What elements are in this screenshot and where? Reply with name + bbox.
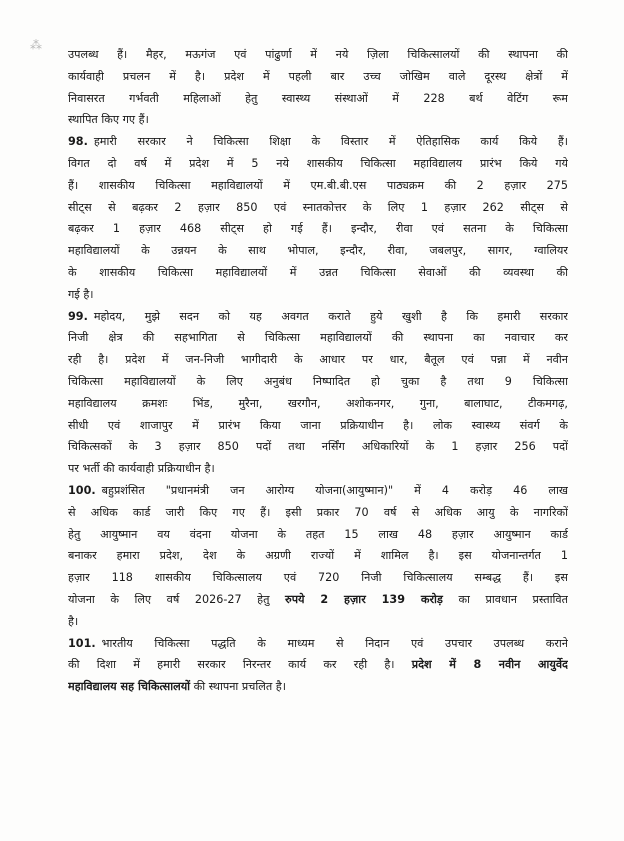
text-segment: कार्यवाही प्रचलन में है। प्रदेश में पहली बार उच्च जोखिम वाले दूरस्थ क्षेत्रों में [68, 69, 568, 83]
text-line [68, 197, 568, 219]
paragraph-number: 98. [68, 135, 88, 149]
text-segment: रही है। प्रदेश में जन-निजी भागीदारी के आधार पर धार, बैतूल एवं पन्ना में नवीन [68, 353, 568, 367]
text-line [68, 44, 568, 66]
paragraph-continued [68, 44, 568, 131]
paragraph-98 [68, 131, 568, 305]
text-segment: चिकित्सा महाविद्यालयों के लिए अनुबंध निष्पादित हो चुका है तथा 9 चिकित्सा [68, 374, 568, 388]
text-segment: निजी क्षेत्र की सहभागिता से चिकित्सा महाविद्यालयों की स्थापना का नवाचार कर [68, 331, 568, 345]
text-segment: योजना के लिए वर्ष 2026-27 हेतु [68, 592, 285, 606]
text-segment: का प्रावधान प्रस्तावित [442, 592, 568, 606]
text-line [68, 175, 568, 197]
text-line [68, 262, 568, 284]
text-segment: बढ़कर 1 हज़ार 468 सीट्स हो गई हैं। इन्दौर, रीवा एवं सतना के चिकित्सा [68, 222, 568, 236]
text-line [68, 153, 568, 175]
text-segment: भारतीय चिकित्सा पद्धति के माध्यम से निदान एवं उपचार उपलब्ध कराने [101, 636, 568, 650]
text-segment: महाविद्यालयों के उन्नयन के साथ भोपाल, इन्दौर, रीवा, जबलपुर, सागर, ग्वालियर [68, 244, 568, 258]
text-line [68, 240, 568, 262]
document-body [68, 44, 568, 698]
text-line [68, 502, 568, 524]
text-line [68, 66, 568, 88]
text-line [68, 545, 568, 567]
text-line [68, 284, 568, 306]
text-line [68, 415, 568, 437]
paragraph-99 [68, 306, 568, 480]
text-segment: महोदय, मुझे सदन को यह अवगत कराते हुये खुशी है कि हमारी सरकार [93, 309, 568, 323]
text-segment: उपलब्ध हैं। मैहर, मऊगंज एवं पांढुर्णा में नये ज़िला चिकित्सालयों की स्थापना की [68, 48, 568, 61]
text-line [68, 633, 568, 655]
text-segment: की दिशा में हमारी सरकार निरन्तर कार्य कर रही है। [68, 658, 412, 672]
text-segment: सीट्स से बढ़कर 2 हज़ार 850 एवं स्नातकोत्तर के लिए 1 हज़ार 262 सीट्स से [68, 200, 568, 214]
text-line [68, 436, 568, 458]
text-line [68, 371, 568, 393]
text-line [68, 88, 568, 110]
text-segment: हज़ार 118 शासकीय चिकित्सालय एवं 720 निजी चिकित्सालय सम्बद्ध हैं। इस [68, 571, 568, 585]
text-segment: से अधिक कार्ड जारी किए गए हैं। इसी प्रकार 70 वर्ष से अधिक आयु के नागरिकों [68, 505, 568, 519]
bold-text: प्रदेश में 8 नवीन आयुर्वेद [411, 658, 568, 672]
text-segment: महाविद्यालय क्रमशः भिंड, मुरैना, खरगौन, अशोकनगर, गुना, बालाघाट, टीकमगढ़, [68, 396, 568, 410]
text-line [68, 109, 568, 131]
text-segment: है। [68, 614, 79, 628]
text-line [68, 611, 568, 633]
text-segment: हमारी सरकार ने चिकित्सा शिक्षा के विस्तार में ऐतिहासिक कार्य किये हैं। [93, 135, 568, 149]
bold-text: रुपये 2 हज़ार 139 करोड़ [285, 592, 443, 606]
paragraph-number: 100. [68, 483, 96, 497]
text-line [68, 218, 568, 240]
text-segment: सीधी एवं शाजापुर में प्रारंभ किया जाना प्रक्रियाधीन है। लोक स्वास्थ्य संवर्ग के [68, 418, 568, 432]
text-segment: निवासरत गर्भवती महिलाओं हेतु स्वास्थ्य संस्थाओं में 228 बर्थ वेटिंग रूम [68, 91, 568, 105]
text-segment: बनाकर हमारा प्रदेश, देश के अग्रणी राज्यों में शामिल है। इस योजनान्तर्गत 1 [68, 549, 568, 563]
text-line [68, 458, 568, 480]
margin-mark: ⁂ [30, 38, 42, 52]
text-segment: की स्थापना प्रचलित है। [190, 680, 286, 694]
text-line [68, 327, 568, 349]
text-segment: स्थापित किए गए हैं। [68, 113, 149, 127]
text-line [68, 480, 568, 502]
text-line [68, 676, 568, 698]
text-line [68, 567, 568, 589]
text-segment: हैं। शासकीय चिकित्सा महाविद्यालयों में एम.बी.बी.एस पाठ्यक्रम की 2 हज़ार 275 [68, 178, 568, 192]
bold-text: महाविद्यालय सह चिकित्सालयों [68, 680, 191, 694]
text-segment: गई है। [68, 287, 94, 301]
text-segment: पर भर्ती की कार्यवाही प्रक्रियाधीन है। [68, 462, 215, 476]
text-segment: विगत दो वर्ष में प्रदेश में 5 नये शासकीय चिकित्सा महाविद्यालय प्रारंभ किये गये [68, 156, 568, 170]
paragraph-number: 101. [68, 636, 96, 650]
paragraph-101 [68, 633, 568, 698]
text-segment: हेतु आयुष्मान वय वंदना योजना के तहत 15 लाख 48 हज़ार आयुष्मान कार्ड [68, 527, 568, 541]
text-line [68, 589, 568, 611]
text-line [68, 524, 568, 546]
text-segment: के शासकीय चिकित्सा महाविद्यालयों में उन्नत चिकित्सा सेवाओं की व्यवस्था की [68, 265, 568, 279]
text-line [68, 654, 568, 676]
text-segment: चिकित्सकों के 3 हज़ार 850 पदों तथा नर्सिंग अधिकारियों के 1 हज़ार 256 पदों [68, 440, 568, 454]
text-line [68, 349, 568, 371]
paragraph-100 [68, 480, 568, 633]
text-segment: बहुप्रशंसित "प्रधानमंत्री जन आरोग्य योजना(आयुष्मान)" में 4 करोड़ 46 लाख [101, 483, 568, 497]
paragraph-number: 99. [68, 309, 88, 323]
text-line [68, 131, 568, 153]
text-line [68, 393, 568, 415]
text-line [68, 306, 568, 328]
